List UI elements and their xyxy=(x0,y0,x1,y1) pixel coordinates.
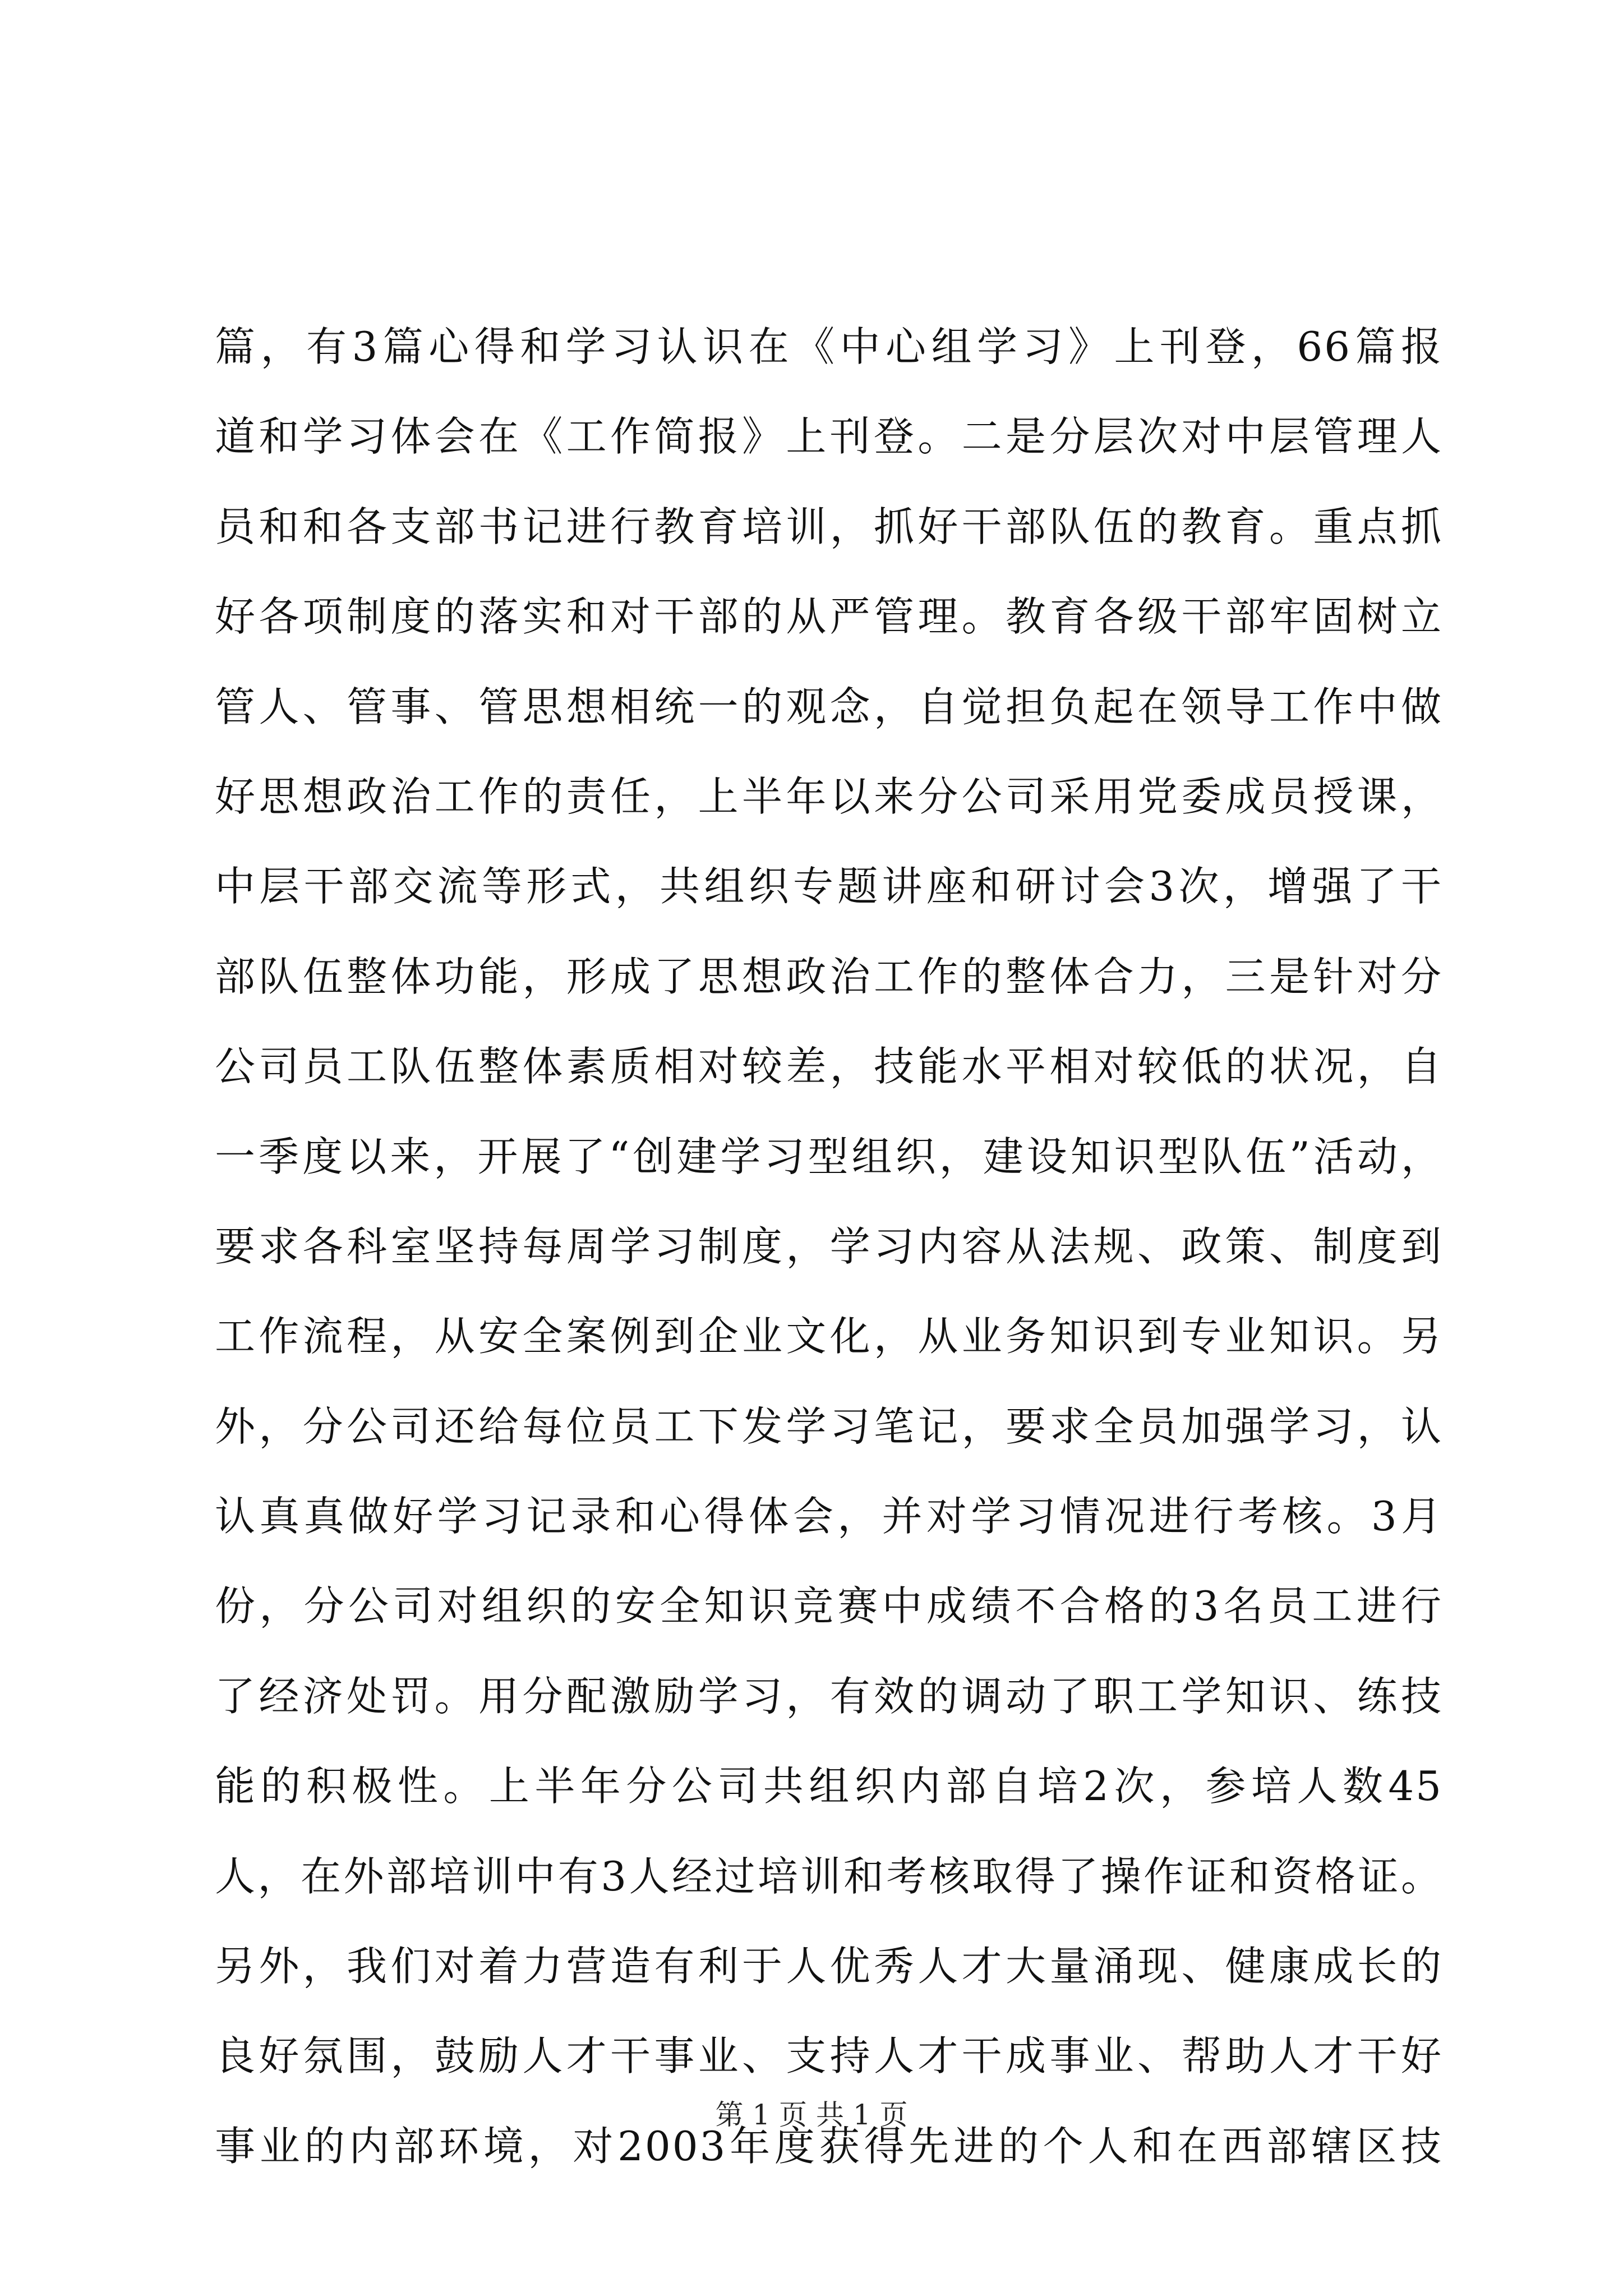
text-line: 好思想政治工作的责任，上半年以来分公司采用党委成员授课， xyxy=(215,772,1443,820)
text-line: 外，分公司还给每位员工下发学习笔记，要求全员加强学习，认 xyxy=(215,1402,1443,1450)
text-line: 事业的内部环境，对2003年度获得先进的个人和在西部辖区技 xyxy=(215,2122,1443,2170)
text-line: 良好氛围，鼓励人才干事业、支持人才干成事业、帮助人才干好 xyxy=(215,2032,1443,2080)
text-line: 份，分公司对组织的安全知识竞赛中成绩不合格的3名员工进行 xyxy=(215,1582,1443,1630)
text-line: 一季度以来，开展了“创建学习型组织，建设知识型队伍”活动， xyxy=(215,1133,1443,1180)
text-line: 员和和各支部书记进行教育培训，抓好干部队伍的教育。重点抓 xyxy=(215,503,1443,550)
text-line: 道和学习体会在《工作简报》上刊登。二是分层次对中层管理人 xyxy=(215,413,1443,461)
text-line: 人，在外部培训中有3人经过培训和考核取得了操作证和资格证。 xyxy=(215,1852,1443,1900)
page-footer: 第 1 页 共 1 页 xyxy=(715,2099,908,2131)
body-text xyxy=(215,302,1443,2191)
text-line: 另外，我们对着力营造有利于人优秀人才大量涌现、健康成长的 xyxy=(215,1943,1443,1990)
text-line: 要求各科室坚持每周学习制度，学习内容从法规、政策、制度到 xyxy=(215,1222,1443,1270)
text-line: 了经济处罚。用分配激励学习，有效的调动了职工学知识、练技 xyxy=(215,1672,1443,1720)
text-line: 认真真做好学习记录和心得体会，并对学习情况进行考核。3月 xyxy=(215,1493,1443,1540)
text-line: 公司员工队伍整体素质相对较差，技能水平相对较低的状况，自 xyxy=(215,1043,1443,1091)
text-line: 好各项制度的落实和对干部的从严管理。教育各级干部牢固树立 xyxy=(215,593,1443,641)
text-line: 中层干部交流等形式，共组织专题讲座和研讨会3次，增强了干 xyxy=(215,863,1443,910)
text-line: 能的积极性。上半年分公司共组织内部自培2次，参培人数45 xyxy=(215,1763,1443,1810)
text-line: 管人、管事、管思想相统一的观念，自觉担负起在领导工作中做 xyxy=(215,683,1443,730)
text-line: 工作流程，从安全案例到企业文化，从业务知识到专业知识。另 xyxy=(215,1313,1443,1360)
text-line: 篇，有3篇心得和学习认识在《中心组学习》上刊登，66篇报 xyxy=(215,323,1443,370)
text-line: 部队伍整体功能，形成了思想政治工作的整体合力，三是针对分 xyxy=(215,953,1443,1000)
